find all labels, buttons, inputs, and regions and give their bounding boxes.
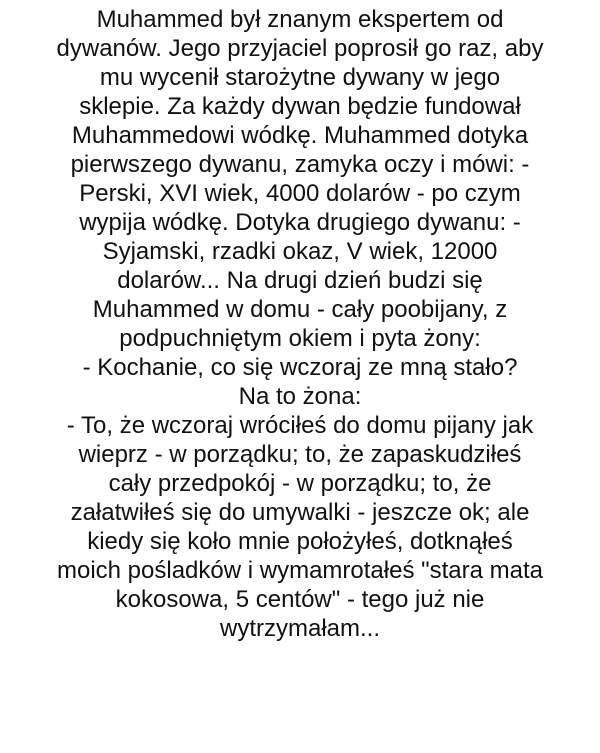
joke-line: dywanów. Jego przyjaciel poprosił go raz, aby <box>56 35 544 62</box>
joke-line: - To, że wczoraj wróciłeś do domu pijany jak <box>66 412 534 439</box>
joke-line: Muhammedowi wódkę. Muhammed dotyka <box>71 122 529 149</box>
joke-line: pierwszego dywanu, zamyka oczy i mówi: - <box>70 151 530 178</box>
joke-line: wypija wódkę. Dotyka drugiego dywanu: - <box>79 209 521 236</box>
joke-line: Syjamski, rzadki okaz, V wiek, 12000 <box>102 238 498 265</box>
joke-line: sklepie. Za każdy dywan będzie fundował <box>79 93 521 120</box>
joke-line: wytrzymałam... <box>219 615 380 642</box>
joke-line: Perski, XVI wiek, 4000 dolarów - po czym <box>79 180 521 207</box>
joke-line: Muhammed był znanym ekspertem od <box>96 6 504 33</box>
joke-line: dolarów... Na drugi dzień budzi się <box>117 267 483 294</box>
joke-line: mu wycenił starożytne dywany w jego <box>99 64 501 91</box>
joke-line: załatwiłeś się do umywalki - jeszcze ok; ale <box>70 499 530 526</box>
joke-line: kiedy się koło mnie położyłeś, dotknąłeś <box>87 528 513 555</box>
joke-line: Na to żona: <box>238 383 362 410</box>
joke-text <box>0 5 600 643</box>
joke-line: kokosowa, 5 centów" - tego już nie <box>115 586 485 613</box>
joke-line: wieprz - w porządku; to, że zapaskudziłeś <box>78 441 522 468</box>
joke-line: podpuchniętym okiem i pyta żony: <box>119 325 481 352</box>
joke-line: - Kochanie, co się wczoraj ze mną stało? <box>82 354 518 381</box>
joke-line: cały przedpokój - w porządku; to, że <box>108 470 492 497</box>
joke-line: moich pośladków i wymamrotałeś "stara mata <box>56 557 544 584</box>
joke-line: Muhammed w domu - cały poobijany, z <box>92 296 508 323</box>
